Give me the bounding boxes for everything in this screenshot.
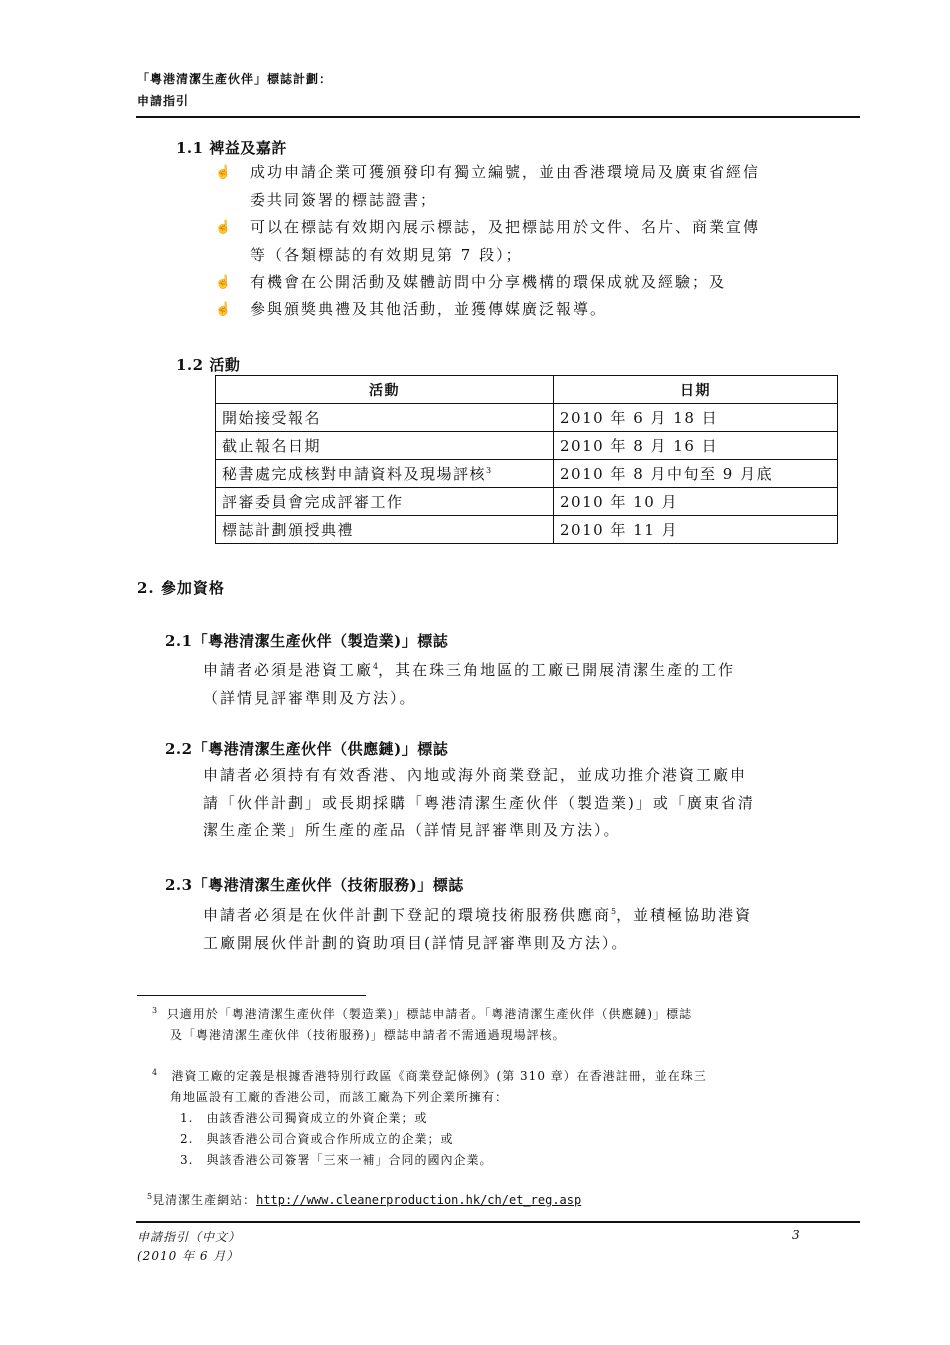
- table-header-cell: 日期: [554, 376, 838, 404]
- bullet-item: 有機會在公開活動及媒體訪問中分享機構的環保成就及經驗；及: [250, 273, 727, 291]
- footer-doc-date: (2010 年 6 月）: [137, 1249, 240, 1263]
- section-1-1-title: 1.1 裨益及嘉許: [176, 139, 287, 157]
- section-2-title: 2. 參加資格: [137, 579, 225, 597]
- section-2-1-title: 2.1「粵港清潔生產伙伴（製造業)」標誌: [165, 632, 449, 650]
- activity-cell: 標誌計劃頒授典禮: [216, 516, 554, 544]
- table-row: [216, 488, 838, 516]
- activity-cell: 評審委員會完成評審工作: [216, 488, 554, 516]
- table-row: [216, 460, 838, 488]
- table-header-row: [216, 376, 838, 404]
- bullet-item: 成功申請企業可獲頒發印有獨立編號，並由香港環境局及廣東省經信 委共同簽署的標誌證書；: [250, 163, 761, 209]
- footnote-rule: [137, 995, 366, 996]
- activity-cell: 開始接受報名: [216, 404, 554, 432]
- section-2-1-body: 申請者必須是港資工廠$^4$，其在珠三角地區的工廠已開展清潔生產的工作 （詳情見評審準則及方法）。: [203, 661, 736, 707]
- activity-cell: 截止報名日期: [216, 432, 554, 460]
- activity-cell: 秘書處完成核對申請資料及現場評核$^3$: [216, 460, 554, 488]
- date-cell: 2010 年 8 月中旬至 9 月底: [554, 460, 838, 488]
- section-2-2-title: 2.2「粵港清潔生產伙伴（供應鏈)」標誌: [165, 740, 449, 758]
- section-1-2-title: 1.2 活動: [176, 356, 241, 374]
- pointing-hand-icon: ☝: [215, 220, 232, 235]
- footnote-3: $^3$ 只適用於「粵港清潔生產伙伴（製造業)」標誌申請者。「粵港清潔生產伙伴（供應鏈)」標誌 及「粵港清潔生產伙伴（技術服務)」標誌申請者不需通過現場評核。: [152, 1006, 693, 1042]
- table-row: [216, 516, 838, 544]
- activities-table: [215, 375, 838, 544]
- footer-doc-title: 申請指引（中文）: [137, 1230, 242, 1244]
- footnote-ref: 3: [486, 466, 492, 475]
- date-cell: 2010 年 6 月 18 日: [554, 404, 838, 432]
- pointing-hand-icon: ☝: [215, 302, 232, 317]
- pointing-hand-icon: ☝: [215, 275, 232, 290]
- table-row: [216, 432, 838, 460]
- table-header-cell: 活動: [216, 376, 554, 404]
- cleaner-production-link[interactable]: http://www.cleanerproduction.hk/ch/et_reg.asp: [256, 1193, 582, 1207]
- section-2-3-title: 2.3「粵港清潔生產伙伴（技術服務)」標誌: [165, 876, 464, 894]
- section-2-3-body: 申請者必須是在伙伴計劃下登記的環境技術服務供應商$^5$，並積極協助港資 工廠開展伙伴計劃的資助項目(詳情見評審準則及方法）。: [203, 906, 753, 952]
- footer-rule: [136, 1221, 860, 1223]
- footnote-5: $^5$見清潔生產網站：http://www.cleanerproduction.hk/ch/et_reg.asp: [147, 1192, 582, 1207]
- date-cell: 2010 年 10 月: [554, 488, 838, 516]
- date-cell: 2010 年 8 月 16 日: [554, 432, 838, 460]
- pointing-hand-icon: ☝: [215, 165, 232, 180]
- footnote-ref: 5: [611, 907, 617, 916]
- date-cell: 2010 年 11 月: [554, 516, 838, 544]
- header-rule: [136, 116, 860, 118]
- table-row: [216, 404, 838, 432]
- bullet-item: 參與頒獎典禮及其他活動，並獲傳媒廣泛報導。: [250, 300, 608, 318]
- doc-header-subtitle: 申請指引: [137, 94, 190, 108]
- footnote-4: $^4$ 港資工廠的定義是根據香港特別行政區《商業登記條例》(第 310 章）在香港註冊，並在珠三 角地區設有工廠的香港公司，而該工廠為下列企業所擁有： 1. 由該香港公司獨資成立的外資企業；或 2. 與該香港公司合資或合作所成立的企業；或 3. 與該香港公司簽署「三來一補」合同的國內企業。: [152, 1068, 707, 1167]
- page-number: 3: [792, 1228, 801, 1242]
- doc-header-title: 「粵港清潔生產伙伴」標誌計劃：: [137, 72, 333, 86]
- section-2-2-body: 申請者必須持有有效香港、內地或海外商業登記，並成功推介港資工廠申 請「伙伴計劃」或長期採購「粵港清潔生產伙伴（製造業)」或「廣東省清 潔生產企業」所生產的產品（詳情見評審準則及方法）。: [203, 766, 755, 839]
- bullet-item: 可以在標誌有效期內展示標誌，及把標誌用於文件、名片、商業宣傳 等（各類標誌的有效期見第 7 段）；: [250, 218, 761, 264]
- footnote-ref: 4: [373, 662, 379, 671]
